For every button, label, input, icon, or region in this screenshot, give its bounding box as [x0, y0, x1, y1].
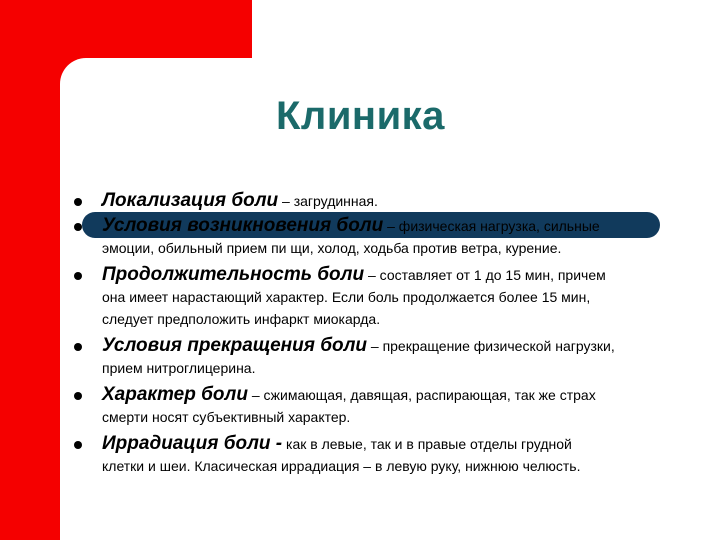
item-text: – прекращение физической нагрузки, — [367, 338, 615, 354]
item-text: – составляет от 1 до 15 мин, причем — [364, 267, 606, 283]
item-continuation: смерти носят субъективный характер. — [102, 409, 351, 425]
slide-title: Клиника — [276, 94, 445, 138]
list-item-duration — [74, 264, 674, 330]
item-text: – физическая нагрузка, сильные — [383, 218, 600, 234]
item-heading: Иррадиация боли - — [102, 433, 283, 454]
item-heading: Продолжительность боли — [102, 264, 365, 285]
item-continuation: клетки и шеи. Класическая иррадиация – в левую руку, нижнюю челюсть. — [102, 458, 581, 474]
list-item-relief-conditions — [74, 335, 674, 379]
item-continuation: она имеет нарастающий характер. Если боль продолжается более 15 мин, — [102, 289, 591, 305]
bullet-dot-icon — [74, 392, 82, 400]
item-heading: Характер боли — [102, 384, 248, 405]
item-line — [102, 264, 674, 286]
bullet-list — [74, 190, 674, 477]
item-line — [102, 190, 674, 212]
bullet-dot-icon — [74, 441, 82, 449]
item-heading: Условия возникновения боли — [102, 215, 384, 236]
bullet-dot-icon — [74, 223, 82, 231]
list-item-irradiation — [74, 433, 674, 477]
item-line — [102, 384, 674, 406]
list-item-localization — [74, 190, 674, 212]
item-line — [102, 335, 674, 357]
item-line — [102, 433, 674, 455]
bullet-dot-icon — [74, 343, 82, 351]
item-text: – загрудинная. — [278, 193, 378, 209]
item-continuation: следует предположить инфаркт миокарда. — [102, 311, 381, 327]
item-heading: Условия прекращения боли — [102, 335, 367, 356]
item-text: – сжимающая, давящая, распирающая, так же страх — [247, 387, 596, 403]
item-text: как в левые, так и в правые отделы грудной — [282, 436, 572, 452]
bullet-dot-icon — [74, 198, 82, 206]
item-line — [102, 215, 674, 237]
item-continuation: эмоции, обильный прием пи щи, холод, ходьба против ветра, курение. — [102, 240, 562, 256]
list-item-character — [74, 384, 674, 428]
item-continuation: прием нитроглицерина. — [102, 360, 256, 376]
item-heading: Локализация боли — [102, 190, 279, 211]
list-item-onset-conditions — [74, 215, 674, 259]
bullet-dot-icon — [74, 272, 82, 280]
